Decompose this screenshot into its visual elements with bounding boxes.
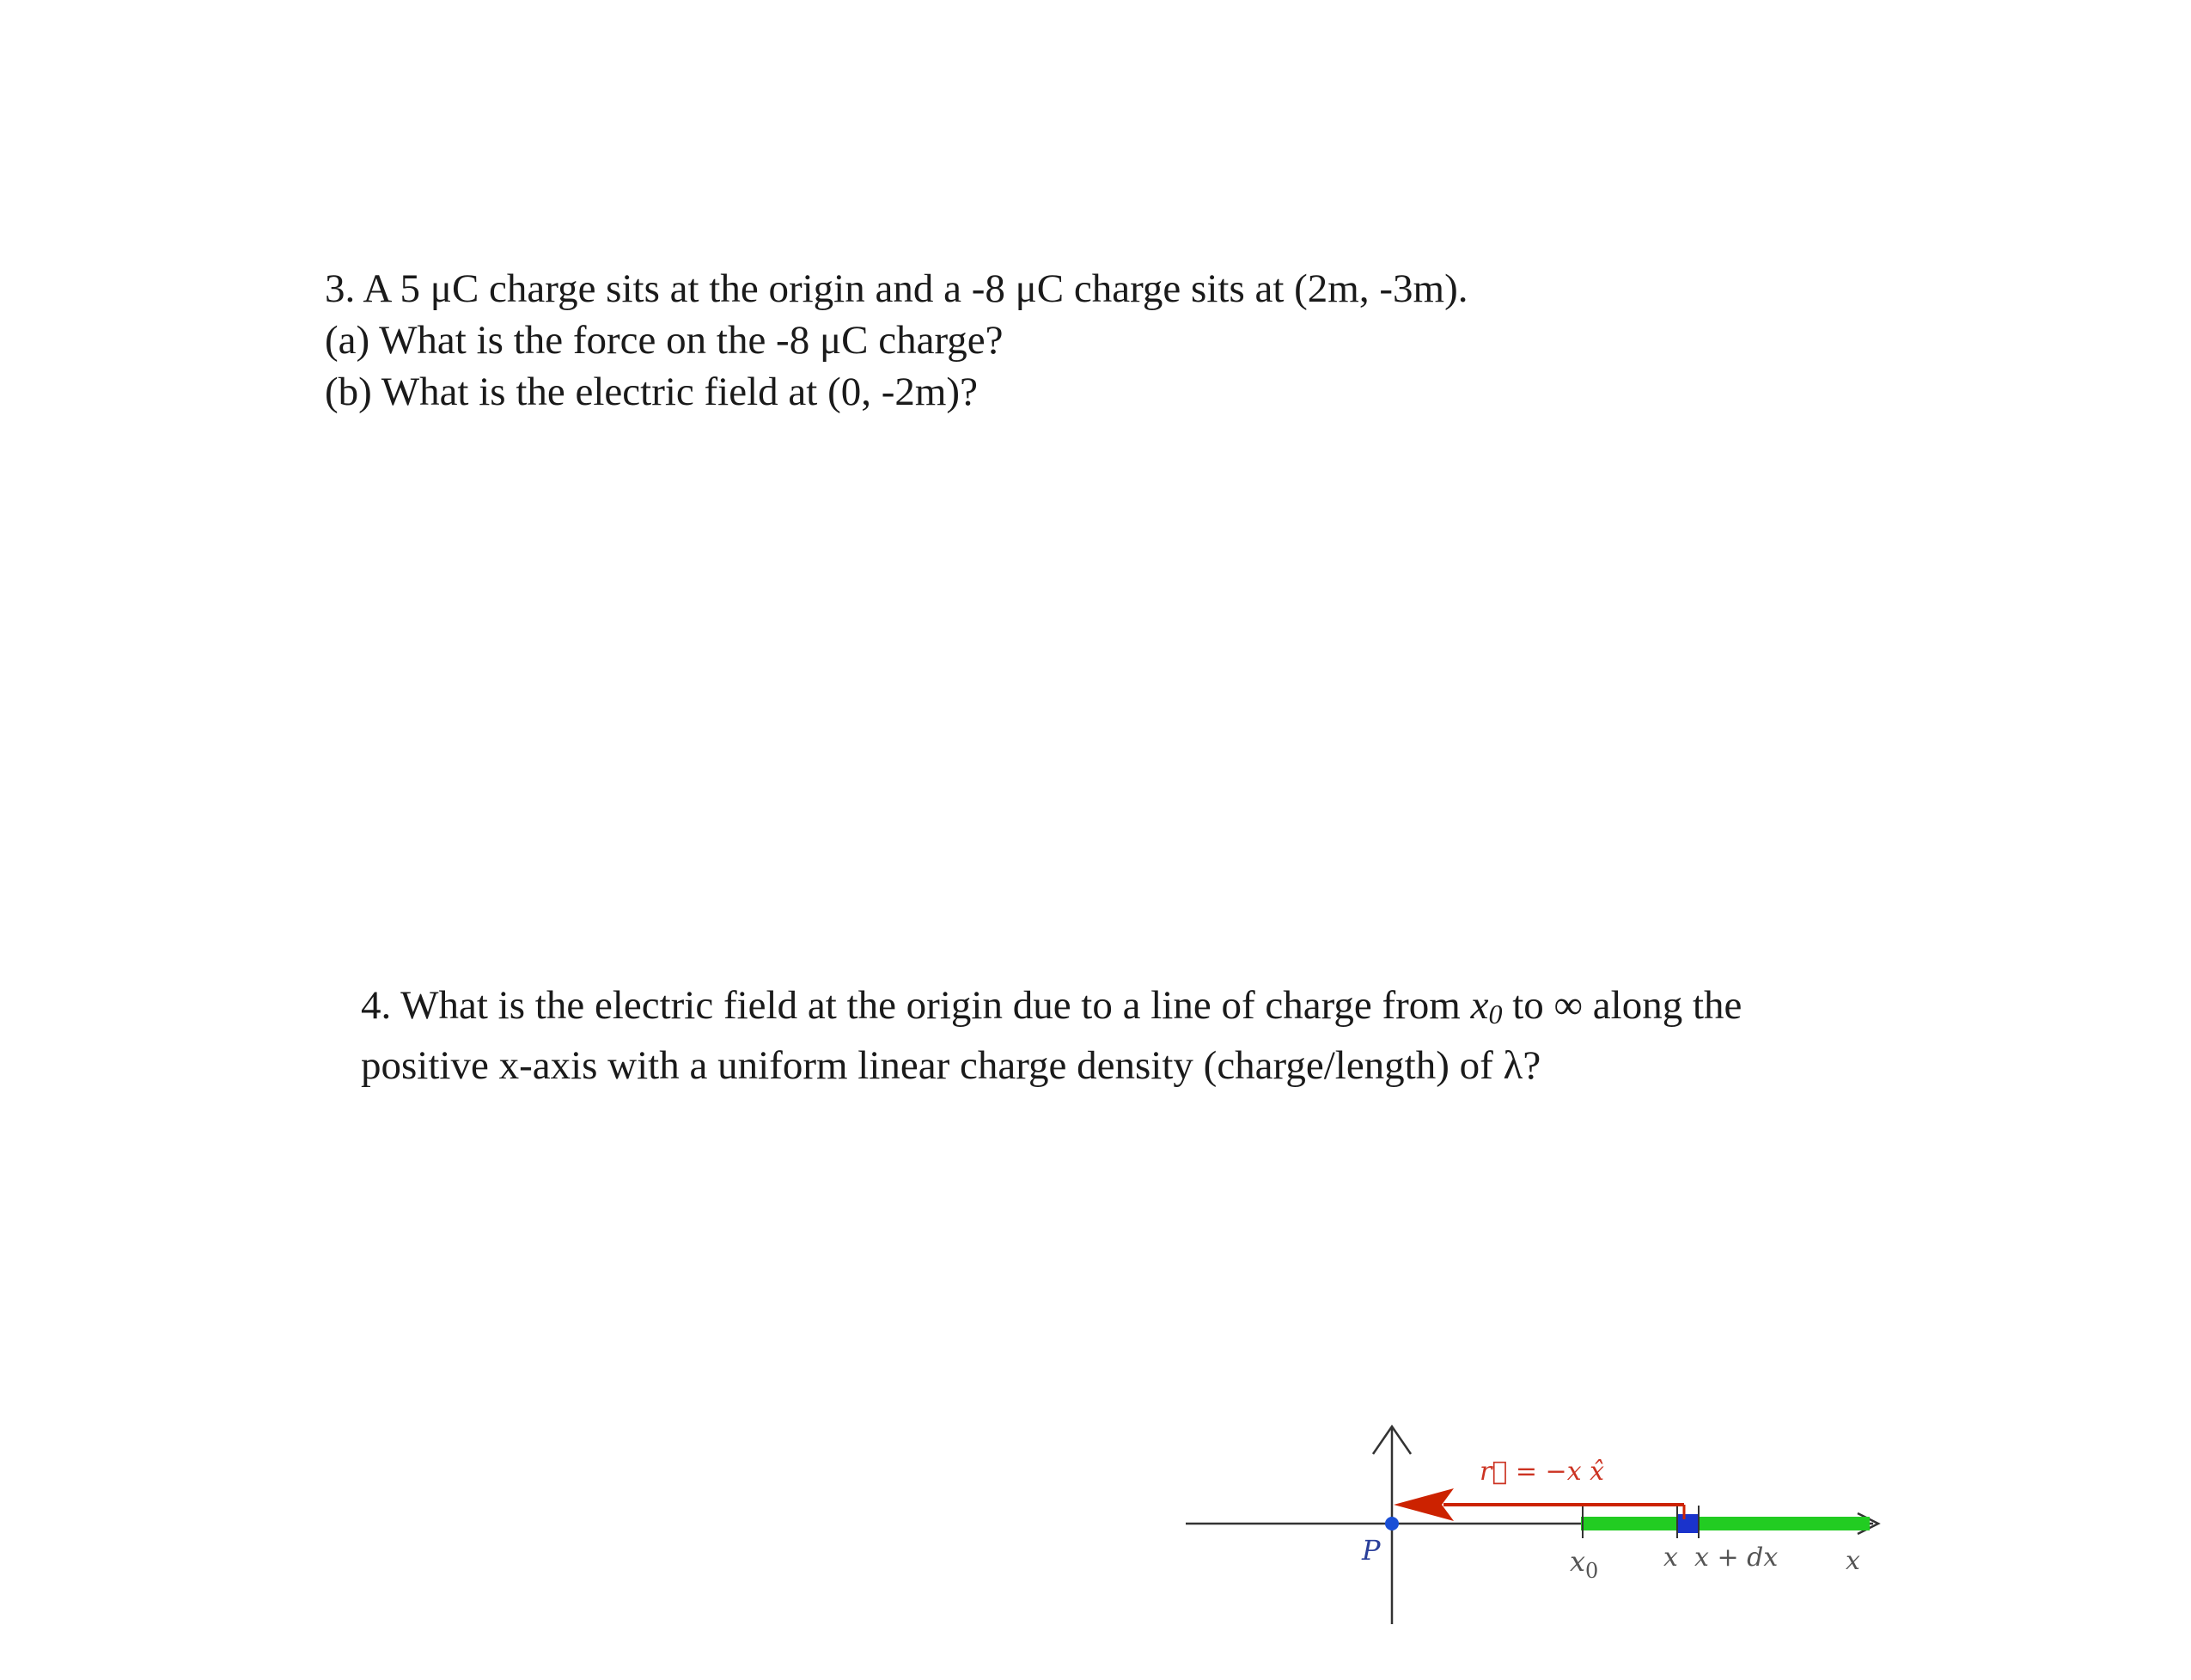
problem-3-statement: 3. A 5 μC charge sits at the origin and a -8 μC charge sits at (2m, -3m).: [325, 266, 1468, 311]
problem-4-line-2: positive x-axis with a uniform linear charge density (charge/length) of λ?: [361, 1043, 1541, 1088]
x0-label-var: x: [1570, 1545, 1586, 1578]
problem-3-part-a: (a) What is the force on the -8 μC charge?: [325, 318, 1004, 363]
problem-3: [325, 263, 1468, 418]
point-p: [1385, 1517, 1399, 1530]
x0-label-sub: 0: [1585, 1559, 1599, 1583]
r-vector-label: r⃗ = −x x̂: [1480, 1457, 1605, 1487]
problem-4-text-after: to ∞ along the: [1502, 983, 1742, 1028]
line-charge-diagram: [1186, 1409, 1899, 1633]
x-plus-dx-label: x + dx: [1694, 1543, 1779, 1573]
problem-4-text-before: 4. What is the electric field at the origin due to a line of charge from: [361, 983, 1471, 1028]
charge-element-dx: [1677, 1514, 1698, 1533]
problem-4-line-1: [361, 980, 1742, 1040]
problem-3-part-b: (b) What is the electric field at (0, -2m)?: [325, 370, 978, 414]
x-label: x: [1663, 1543, 1678, 1573]
point-p-label: P: [1362, 1534, 1381, 1567]
x0-label: [1570, 1545, 1598, 1583]
charge-line: [1581, 1517, 1870, 1530]
x0-variable: x: [1470, 983, 1489, 1028]
problem-4: [361, 980, 1742, 1091]
x0-subscript: 0: [1488, 999, 1503, 1029]
x-axis-label: x: [1846, 1546, 1860, 1576]
